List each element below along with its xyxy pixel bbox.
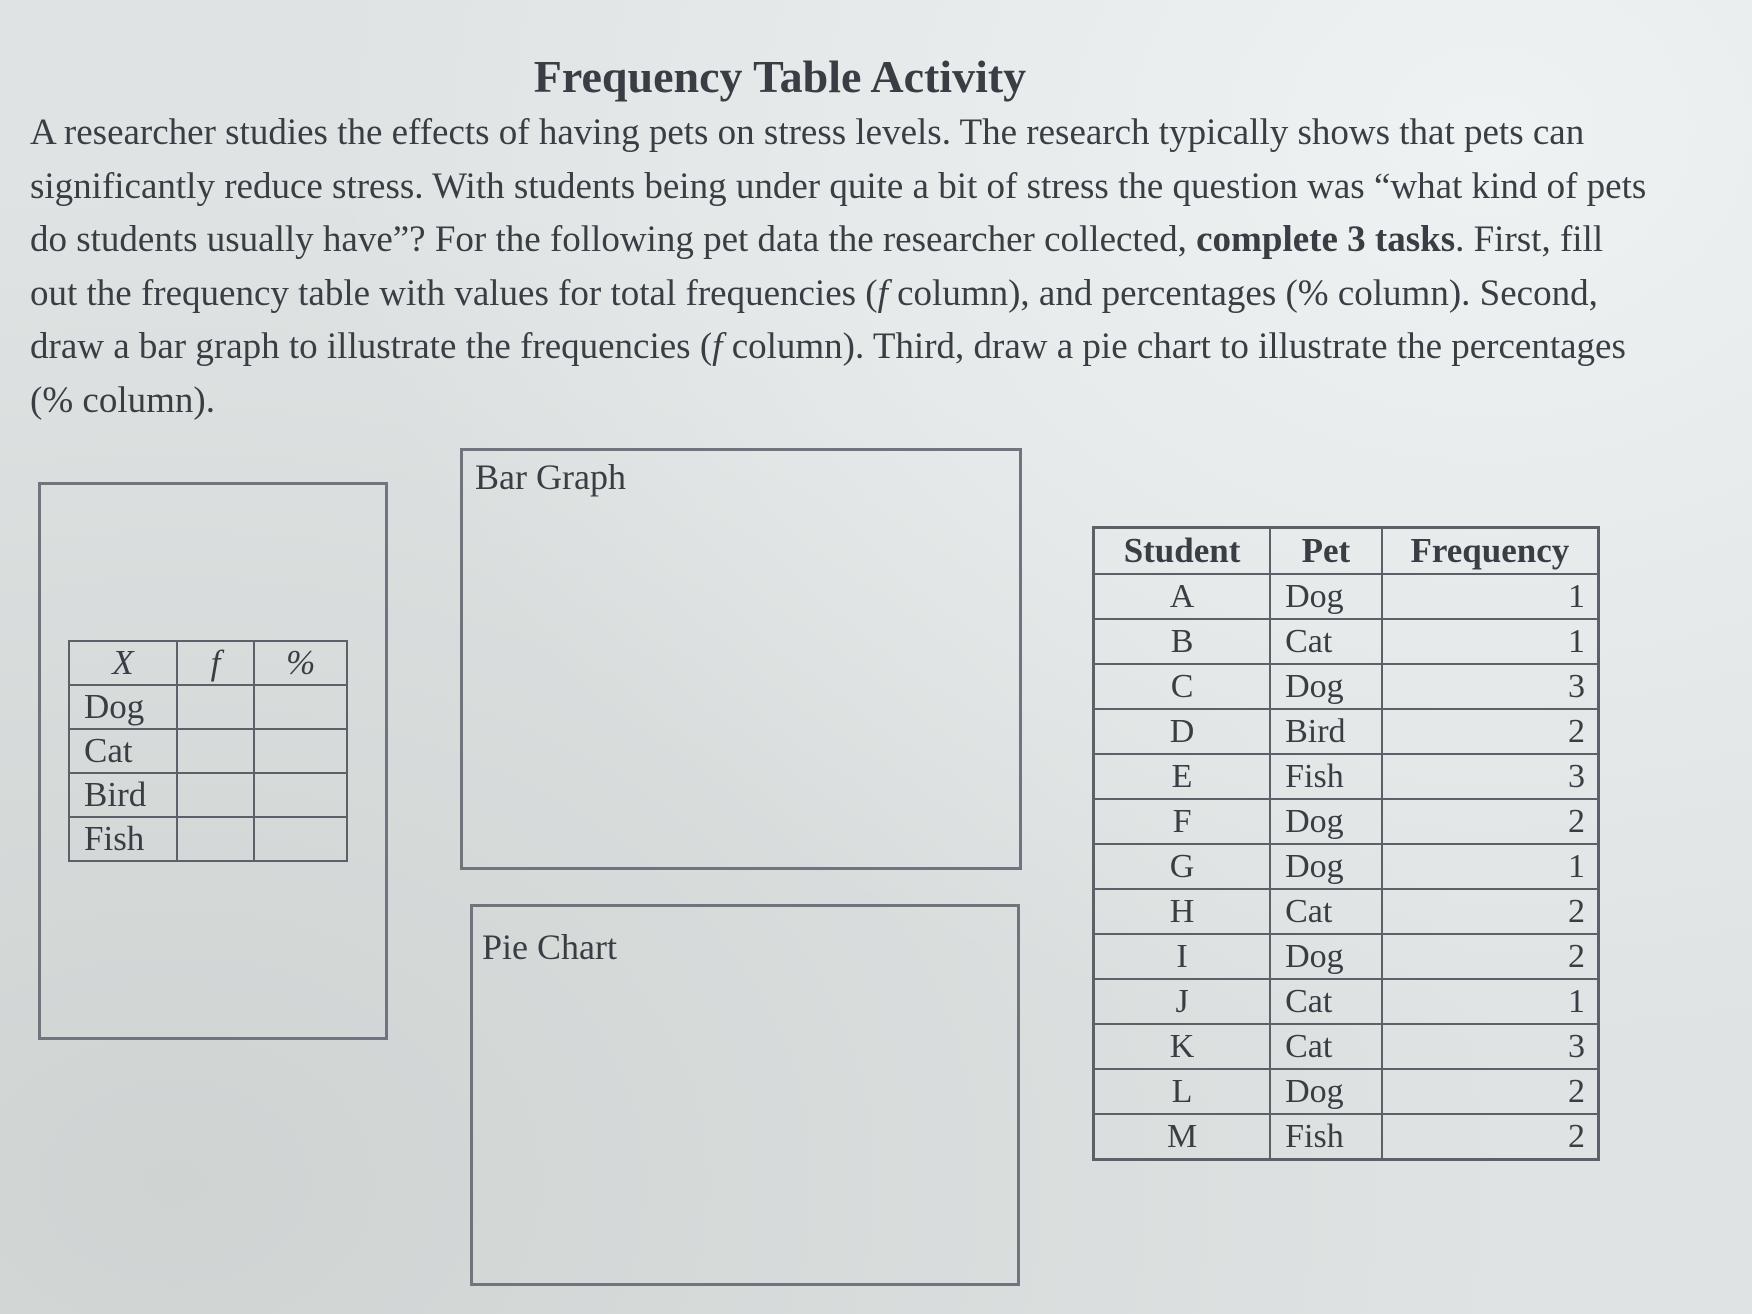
student-cell: B (1094, 619, 1271, 664)
student-cell: E (1094, 754, 1271, 799)
frequency-cell: 3 (1382, 664, 1599, 709)
pet-cell: Bird (1270, 709, 1382, 754)
frequency-cell: 2 (1382, 889, 1599, 934)
frequency-table-header-row (69, 641, 347, 685)
student-cell: M (1094, 1114, 1271, 1160)
header-student: Student (1094, 528, 1271, 575)
student-cell: H (1094, 889, 1271, 934)
frequency-table-row (69, 817, 347, 861)
frequency-cell: 2 (1382, 934, 1599, 979)
student-cell: K (1094, 1024, 1271, 1069)
frequency-table-row-label: Fish (69, 817, 177, 861)
student-cell: L (1094, 1069, 1271, 1114)
student-cell: D (1094, 709, 1271, 754)
frequency-table-header-f: f (177, 641, 255, 685)
header-frequency: Frequency (1382, 528, 1599, 575)
pet-cell: Cat (1270, 619, 1382, 664)
frequency-cell: 1 (1382, 574, 1599, 619)
pet-cell: Dog (1270, 574, 1382, 619)
frequency-cell-blank[interactable] (177, 685, 255, 729)
data-table-header-row (1094, 528, 1599, 575)
percent-cell-blank[interactable] (254, 817, 347, 861)
frequency-cell-blank[interactable] (177, 729, 255, 773)
frequency-table-row-label: Cat (69, 729, 177, 773)
table-row (1094, 1069, 1599, 1114)
pet-data-table (1092, 526, 1600, 1161)
pet-cell: Dog (1270, 664, 1382, 709)
student-cell: I (1094, 934, 1271, 979)
frequency-cell-blank[interactable] (177, 817, 255, 861)
bar-graph-box[interactable] (460, 448, 1022, 870)
percent-cell-blank[interactable] (254, 685, 347, 729)
frequency-cell: 2 (1382, 709, 1599, 754)
pet-cell: Fish (1270, 1114, 1382, 1160)
pet-cell: Fish (1270, 754, 1382, 799)
frequency-cell: 3 (1382, 1024, 1599, 1069)
student-cell: F (1094, 799, 1271, 844)
instructions-paragraph (30, 106, 1650, 427)
table-row (1094, 799, 1599, 844)
pie-chart-label: Pie Chart (482, 927, 617, 967)
pet-cell: Dog (1270, 799, 1382, 844)
frequency-cell: 1 (1382, 844, 1599, 889)
table-row (1094, 664, 1599, 709)
frequency-cell: 1 (1382, 979, 1599, 1024)
table-row (1094, 619, 1599, 664)
table-row (1094, 979, 1599, 1024)
student-cell: C (1094, 664, 1271, 709)
frequency-table-header-x: X (69, 641, 177, 685)
frequency-cell: 2 (1382, 1069, 1599, 1114)
frequency-cell-blank[interactable] (177, 773, 255, 817)
table-row (1094, 934, 1599, 979)
percent-cell-blank[interactable] (254, 773, 347, 817)
table-row (1094, 1114, 1599, 1160)
pet-cell: Cat (1270, 979, 1382, 1024)
pet-cell: Dog (1270, 934, 1382, 979)
pet-cell: Cat (1270, 1024, 1382, 1069)
header-pet: Pet (1270, 528, 1382, 575)
instructions-text-2: . First, fill out the frequency table with values for total frequencies ( (30, 219, 1604, 314)
frequency-table-row-label: Dog (69, 685, 177, 729)
pet-cell: Dog (1270, 844, 1382, 889)
frequency-table-row (69, 773, 347, 817)
instructions-text-4: column). Third, draw a pie chart to illustrate the percentages (% column). (30, 326, 1626, 421)
table-row (1094, 574, 1599, 619)
frequency-table-row-label: Bird (69, 773, 177, 817)
percent-cell-blank[interactable] (254, 729, 347, 773)
frequency-table-row (69, 685, 347, 729)
instructions-f-symbol-1: f (877, 272, 888, 314)
frequency-cell: 3 (1382, 754, 1599, 799)
table-row (1094, 889, 1599, 934)
instructions-text-1: A researcher studies the effects of having pets on stress levels. The research typically shows that pets can significantly reduce stress. With students being under quite a bit of stress the question was “what kind of pets do students usually have”? For the following pet data the researcher collected, (30, 112, 1647, 260)
frequency-cell: 1 (1382, 619, 1599, 664)
instructions-bold: complete 3 tasks (1196, 219, 1456, 260)
pet-cell: Dog (1270, 1069, 1382, 1114)
table-row (1094, 709, 1599, 754)
student-cell: G (1094, 844, 1271, 889)
student-cell: J (1094, 979, 1271, 1024)
frequency-table-header-percent: % (254, 641, 347, 685)
table-row (1094, 1024, 1599, 1069)
instructions-f-symbol-2: f (712, 326, 723, 367)
frequency-cell: 2 (1382, 1114, 1599, 1160)
frequency-table-row (69, 729, 347, 773)
page-title: Frequency Table Activity (533, 51, 1027, 102)
frequency-table (68, 640, 348, 862)
table-row (1094, 844, 1599, 889)
instructions-text-3: column), and percentages (% column). Second, draw a bar graph to illustrate the frequencies ( (30, 272, 1598, 367)
bar-graph-label: Bar Graph (475, 457, 626, 497)
pet-cell: Cat (1270, 889, 1382, 934)
student-cell: A (1094, 574, 1271, 619)
frequency-cell: 2 (1382, 799, 1599, 844)
table-row (1094, 754, 1599, 799)
